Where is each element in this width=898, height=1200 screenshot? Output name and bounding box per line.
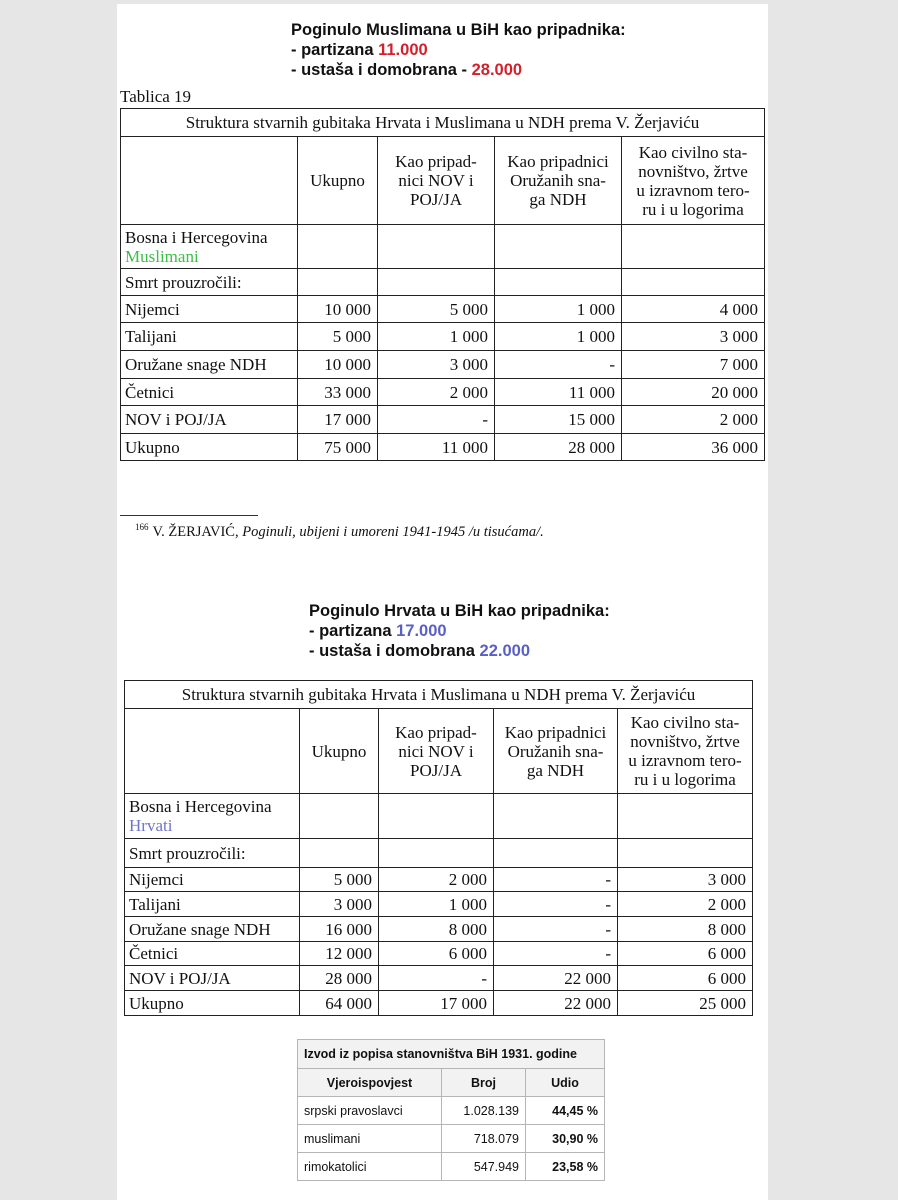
heading-line: Poginulo Hrvata u BiH kao pripadnika:	[309, 602, 610, 620]
footnote	[135, 522, 544, 541]
heading-text: - partizana	[309, 622, 397, 640]
census-share: 44,45 %	[526, 1097, 605, 1125]
empty-cell	[379, 794, 494, 839]
cell-partisans: 6 000	[379, 942, 494, 966]
cell-civilians: 2 000	[618, 892, 753, 917]
row-name: Ukupno	[125, 991, 300, 1016]
cell-partisans: 5 000	[378, 296, 495, 323]
empty-cell	[494, 794, 618, 839]
cell-total: 12 000	[300, 942, 379, 966]
empty-cell	[300, 839, 379, 868]
cell-civilians: 7 000	[622, 351, 765, 379]
cell-ndh: 1 000	[495, 296, 622, 323]
cell-civilians: 6 000	[618, 942, 753, 966]
cell-total: 5 000	[300, 868, 379, 892]
group-label: Muslimani	[125, 246, 199, 266]
row-name: Oružane snage NDH	[125, 917, 300, 942]
heading-text: - partizana	[291, 41, 379, 59]
empty-cell	[622, 225, 765, 269]
table-row	[125, 892, 753, 917]
row-name: Četnici	[125, 942, 300, 966]
footnote-title: Poginuli, ubijeni i umoreni 1941-1945 /u tisućama/.	[242, 523, 544, 540]
cell-civilians: 36 000	[622, 434, 765, 461]
row-name: Četnici	[121, 379, 298, 406]
cell-total: 75 000	[298, 434, 378, 461]
cell-civilians: 20 000	[622, 379, 765, 406]
table-row	[121, 434, 765, 461]
cell-civilians: 8 000	[618, 917, 753, 942]
heading-text: - ustaša i domobrana -	[291, 61, 472, 79]
row-name: Nijemci	[125, 868, 300, 892]
cell-total: 17 000	[298, 406, 378, 434]
row-name: Nijemci	[121, 296, 298, 323]
cell-civilians: 3 000	[618, 868, 753, 892]
cell-total: 5 000	[298, 323, 378, 351]
row-name: Ukupno	[121, 434, 298, 461]
table-label: Tablica 19	[120, 87, 192, 106]
cell-ndh: -	[494, 892, 618, 917]
heading-text: - ustaša i domobrana	[309, 642, 480, 660]
empty-cell	[379, 839, 494, 868]
table-row	[125, 917, 753, 942]
heading-line	[309, 641, 610, 661]
census-religion: srpski pravoslavci	[298, 1097, 442, 1125]
table-title: Struktura stvarnih gubitaka Hrvata i Muslimana u NDH prema V. Žerjaviću	[121, 109, 765, 137]
heading-line	[291, 60, 626, 80]
table-row	[121, 323, 765, 351]
col-header-total: Ukupno	[300, 709, 379, 794]
row-name: Oružane snage NDH	[121, 351, 298, 379]
census-count: 718.079	[442, 1125, 526, 1153]
cell-civilians: 25 000	[618, 991, 753, 1016]
row-name: NOV i POJ/JA	[125, 966, 300, 991]
partisan-count: 11.000	[378, 41, 428, 59]
cell-partisans: -	[379, 966, 494, 991]
heading-line	[291, 40, 626, 60]
cell-partisans: 8 000	[379, 917, 494, 942]
empty-cell	[378, 225, 495, 269]
census-header-share: Udio	[526, 1069, 605, 1097]
cell-ndh: 22 000	[494, 966, 618, 991]
empty-cell	[618, 794, 753, 839]
col-header-ndh-forces: Kao pripadnici Oružanih sna- ga NDH	[495, 137, 622, 225]
cell-partisans: 11 000	[378, 434, 495, 461]
table-row	[125, 868, 753, 892]
census-count: 1.028.139	[442, 1097, 526, 1125]
cell-partisans: -	[378, 406, 495, 434]
cell-ndh: 1 000	[495, 323, 622, 351]
ustasa-count: 28.000	[471, 61, 523, 79]
row-name: Talijani	[121, 323, 298, 351]
cell-partisans: 17 000	[379, 991, 494, 1016]
ustasa-count: 22.000	[479, 642, 531, 660]
cell-partisans: 1 000	[378, 323, 495, 351]
footnote-author: V. ŽERJAVIĆ,	[152, 523, 243, 540]
col-header-partisans: Kao pripad- nici NOV i POJ/JA	[378, 137, 495, 225]
region-cell	[125, 794, 300, 839]
muslim-losses-heading	[291, 20, 626, 80]
cell-civilians: 2 000	[622, 406, 765, 434]
cell-civilians: 3 000	[622, 323, 765, 351]
census-header-count: Broj	[442, 1069, 526, 1097]
footnote-divider	[120, 515, 258, 516]
header-empty	[125, 709, 300, 794]
cell-total: 10 000	[298, 351, 378, 379]
table-row	[125, 966, 753, 991]
cell-partisans: 1 000	[379, 892, 494, 917]
cell-total: 3 000	[300, 892, 379, 917]
cell-ndh: -	[494, 917, 618, 942]
cell-total: 16 000	[300, 917, 379, 942]
census-table	[297, 1039, 605, 1181]
footnote-number: 166	[135, 522, 149, 532]
census-share: 30,90 %	[526, 1125, 605, 1153]
cell-total: 33 000	[298, 379, 378, 406]
cell-ndh: 22 000	[494, 991, 618, 1016]
cell-partisans: 2 000	[378, 379, 495, 406]
table-row	[125, 942, 753, 966]
col-header-total: Ukupno	[298, 137, 378, 225]
document-page	[117, 4, 768, 1200]
cell-total: 28 000	[300, 966, 379, 991]
census-religion: rimokatolici	[298, 1153, 442, 1181]
empty-cell	[495, 225, 622, 269]
empty-cell	[300, 794, 379, 839]
heading-line: Poginulo Muslimana u BiH kao pripadnika:	[291, 21, 626, 39]
croat-losses-heading	[309, 601, 610, 661]
croat-losses-table	[124, 680, 753, 1016]
cause-label: Smrt prouzročili:	[125, 839, 300, 868]
cause-label: Smrt prouzročili:	[121, 269, 298, 296]
census-religion: muslimani	[298, 1125, 442, 1153]
table-title: Struktura stvarnih gubitaka Hrvata i Muslimana u NDH prema V. Žerjaviću	[125, 681, 753, 709]
cell-ndh: 11 000	[495, 379, 622, 406]
cell-partisans: 3 000	[378, 351, 495, 379]
group-label: Hrvati	[129, 816, 173, 835]
census-row	[298, 1153, 605, 1181]
table-row	[121, 296, 765, 323]
cell-ndh: -	[494, 942, 618, 966]
heading-line	[309, 621, 610, 641]
table-row	[125, 991, 753, 1016]
col-header-partisans: Kao pripad- nici NOV i POJ/JA	[379, 709, 494, 794]
cell-ndh: -	[495, 351, 622, 379]
census-row	[298, 1097, 605, 1125]
empty-cell	[378, 269, 495, 296]
empty-cell	[298, 225, 378, 269]
table-row	[121, 379, 765, 406]
row-name: Talijani	[125, 892, 300, 917]
empty-cell	[298, 269, 378, 296]
partisan-count: 17.000	[396, 622, 447, 640]
col-header-ndh-forces: Kao pripadnici Oružanih sna- ga NDH	[494, 709, 618, 794]
empty-cell	[494, 839, 618, 868]
census-count: 547.949	[442, 1153, 526, 1181]
cell-ndh: -	[494, 868, 618, 892]
row-name: NOV i POJ/JA	[121, 406, 298, 434]
census-header-religion: Vjeroispovjest	[298, 1069, 442, 1097]
header-empty	[121, 137, 298, 225]
census-row	[298, 1125, 605, 1153]
empty-cell	[618, 839, 753, 868]
muslim-losses-table	[120, 108, 765, 461]
cell-partisans: 2 000	[379, 868, 494, 892]
empty-cell	[622, 269, 765, 296]
cell-civilians: 4 000	[622, 296, 765, 323]
table-row	[121, 406, 765, 434]
cell-ndh: 15 000	[495, 406, 622, 434]
census-title: Izvod iz popisa stanovništva BiH 1931. godine	[298, 1040, 605, 1069]
region-label: Bosna i Hercegovina	[129, 797, 272, 816]
cell-total: 64 000	[300, 991, 379, 1016]
cell-ndh: 28 000	[495, 434, 622, 461]
col-header-civilians: Kao civilno sta- novništvo, žrtve u izravnom tero- ru i u logorima	[622, 137, 765, 225]
cell-total: 10 000	[298, 296, 378, 323]
census-share: 23,58 %	[526, 1153, 605, 1181]
region-label: Bosna i Hercegovina	[125, 227, 268, 247]
table-row	[121, 351, 765, 379]
col-header-civilians: Kao civilno sta- novništvo, žrtve u izravnom tero- ru i u logorima	[618, 709, 753, 794]
empty-cell	[495, 269, 622, 296]
region-cell	[121, 225, 298, 269]
cell-civilians: 6 000	[618, 966, 753, 991]
